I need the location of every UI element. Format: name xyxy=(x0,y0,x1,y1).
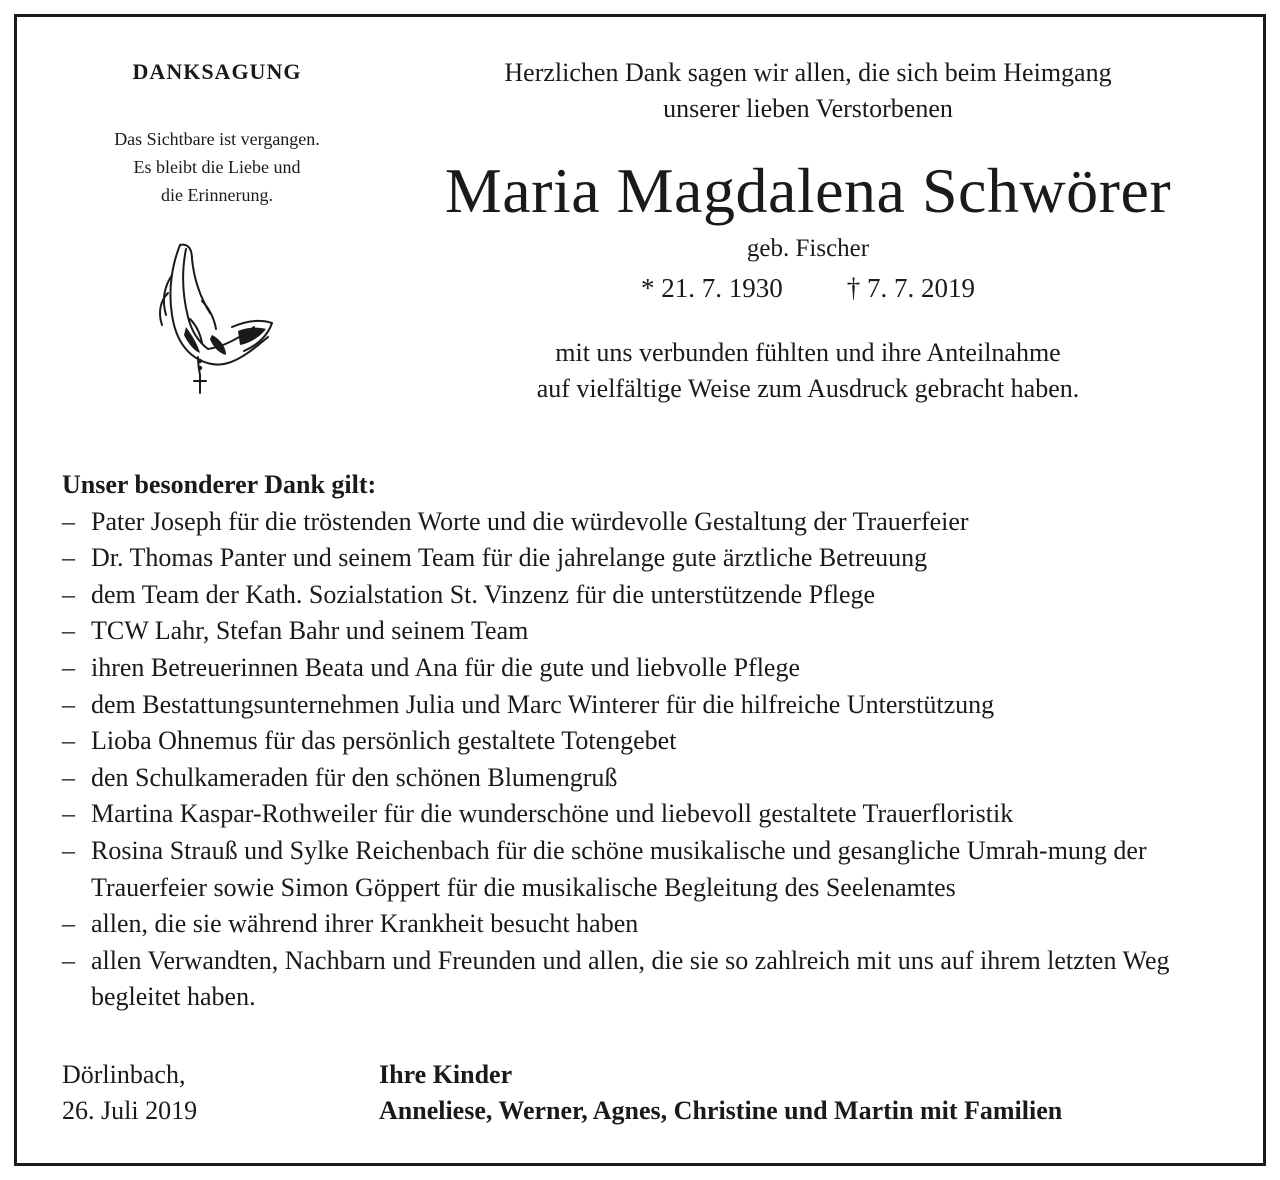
list-item-text: Rosina Strauß und Sylke Reichenbach für die schöne musikalische und gesangliche Umrah-mung der Trauerfeier sowie Simon Göppert für die musikalische Begleitung des Seelenamtes xyxy=(91,835,1147,902)
list-item-text: Dr. Thomas Panter und seinem Team für die jahrelange gute ärztliche Betreuung xyxy=(91,543,928,573)
dash-marker: – xyxy=(62,945,75,975)
dash-marker: – xyxy=(62,726,75,756)
outro-line: auf vielfältige Weise zum Ausdruck gebracht haben. xyxy=(536,374,1080,403)
list-item xyxy=(62,796,1242,833)
date: 26. Juli 2019 xyxy=(62,1096,198,1125)
list-item xyxy=(62,577,1242,614)
notice-heading: DANKSAGUNG xyxy=(132,59,302,84)
list-item-text: Martina Kaspar-Rothweiler für die wunderschöne und liebevoll gestaltete Trauerfloristik xyxy=(91,799,1014,829)
list-item xyxy=(62,540,1242,577)
list-item xyxy=(62,504,1242,541)
list-item-text: den Schulkameraden für den schönen Blumengruß xyxy=(91,762,618,792)
list-item xyxy=(62,650,1242,687)
dash-marker: – xyxy=(62,762,75,792)
life-dates xyxy=(383,271,1233,305)
intro-line: unserer lieben Verstorbenen xyxy=(663,94,953,123)
dash-marker: – xyxy=(62,835,75,865)
list-item-text: TCW Lahr, Stefan Bahr und seinem Team xyxy=(91,616,529,646)
dash-marker: – xyxy=(62,909,75,939)
maiden-name: geb. Fischer xyxy=(746,235,870,262)
list-item-text: ihren Betreuerinnen Beata und Ana für die gute und liebvolle Pflege xyxy=(91,652,800,682)
dash-marker: – xyxy=(62,543,75,573)
list-item-text: dem Bestattungsunternehmen Julia und Marc Winterer für die hilfreiche Unterstützung xyxy=(91,689,995,719)
place-date xyxy=(62,1057,362,1129)
list-item xyxy=(62,943,1242,1016)
thanks-list xyxy=(62,504,1242,1016)
place: Dörlinbach, xyxy=(62,1060,186,1089)
deceased-name: Maria Magdalena Schwörer xyxy=(444,155,1172,226)
dash-marker: – xyxy=(62,579,75,609)
family-title: Ihre Kinder xyxy=(379,1060,513,1089)
verse xyxy=(67,125,367,209)
outro-line: mit uns verbunden fühlten und ihre Anteilnahme xyxy=(555,338,1061,367)
list-item xyxy=(62,723,1242,760)
praying-hands-icon xyxy=(142,235,292,395)
list-item xyxy=(62,833,1242,906)
verse-line: Das Sichtbare ist vergangen. xyxy=(114,129,320,149)
dash-marker: – xyxy=(62,506,75,536)
list-item xyxy=(62,760,1242,797)
right-column xyxy=(383,55,1233,407)
list-item-text: allen, die sie während ihrer Krankheit besucht haben xyxy=(91,909,639,939)
family-names: Anneliese, Werner, Agnes, Christine und Martin mit Familien xyxy=(379,1096,1063,1125)
dash-marker: – xyxy=(62,689,75,719)
left-column xyxy=(67,59,367,395)
intro-text xyxy=(383,55,1233,127)
list-item xyxy=(62,906,1242,943)
list-item xyxy=(62,687,1242,724)
verse-line: die Erinnerung. xyxy=(161,185,273,205)
list-item xyxy=(62,613,1242,650)
dash-marker: – xyxy=(62,799,75,829)
birth-date: * 21. 7. 1930 xyxy=(641,273,783,303)
outro-text xyxy=(383,335,1233,407)
list-item-text: Lioba Ohnemus für das persönlich gestaltete Totengebet xyxy=(91,726,677,756)
list-item-text: allen Verwandten, Nachbarn und Freunden und allen, die sie so zahlreich mit uns auf ihrem letzten Weg begleitet haben. xyxy=(91,945,1170,1012)
verse-line: Es bleibt die Liebe und xyxy=(133,157,301,177)
list-item-text: Pater Joseph für die tröstenden Worte und die würdevolle Gestaltung der Trauerfeier xyxy=(91,506,969,536)
notice-frame xyxy=(14,14,1266,1166)
dash-marker: – xyxy=(62,652,75,682)
intro-line: Herzlichen Dank sagen wir allen, die sich beim Heimgang xyxy=(504,58,1112,87)
thanks-section xyxy=(62,467,1242,1016)
thanks-title: Unser besonderer Dank gilt: xyxy=(62,470,377,499)
family-signature xyxy=(379,1057,1249,1129)
list-item-text: dem Team der Kath. Sozialstation St. Vinzenz für die unterstützende Pflege xyxy=(91,579,876,609)
death-date: † 7. 7. 2019 xyxy=(846,273,975,303)
dash-marker: – xyxy=(62,616,75,646)
